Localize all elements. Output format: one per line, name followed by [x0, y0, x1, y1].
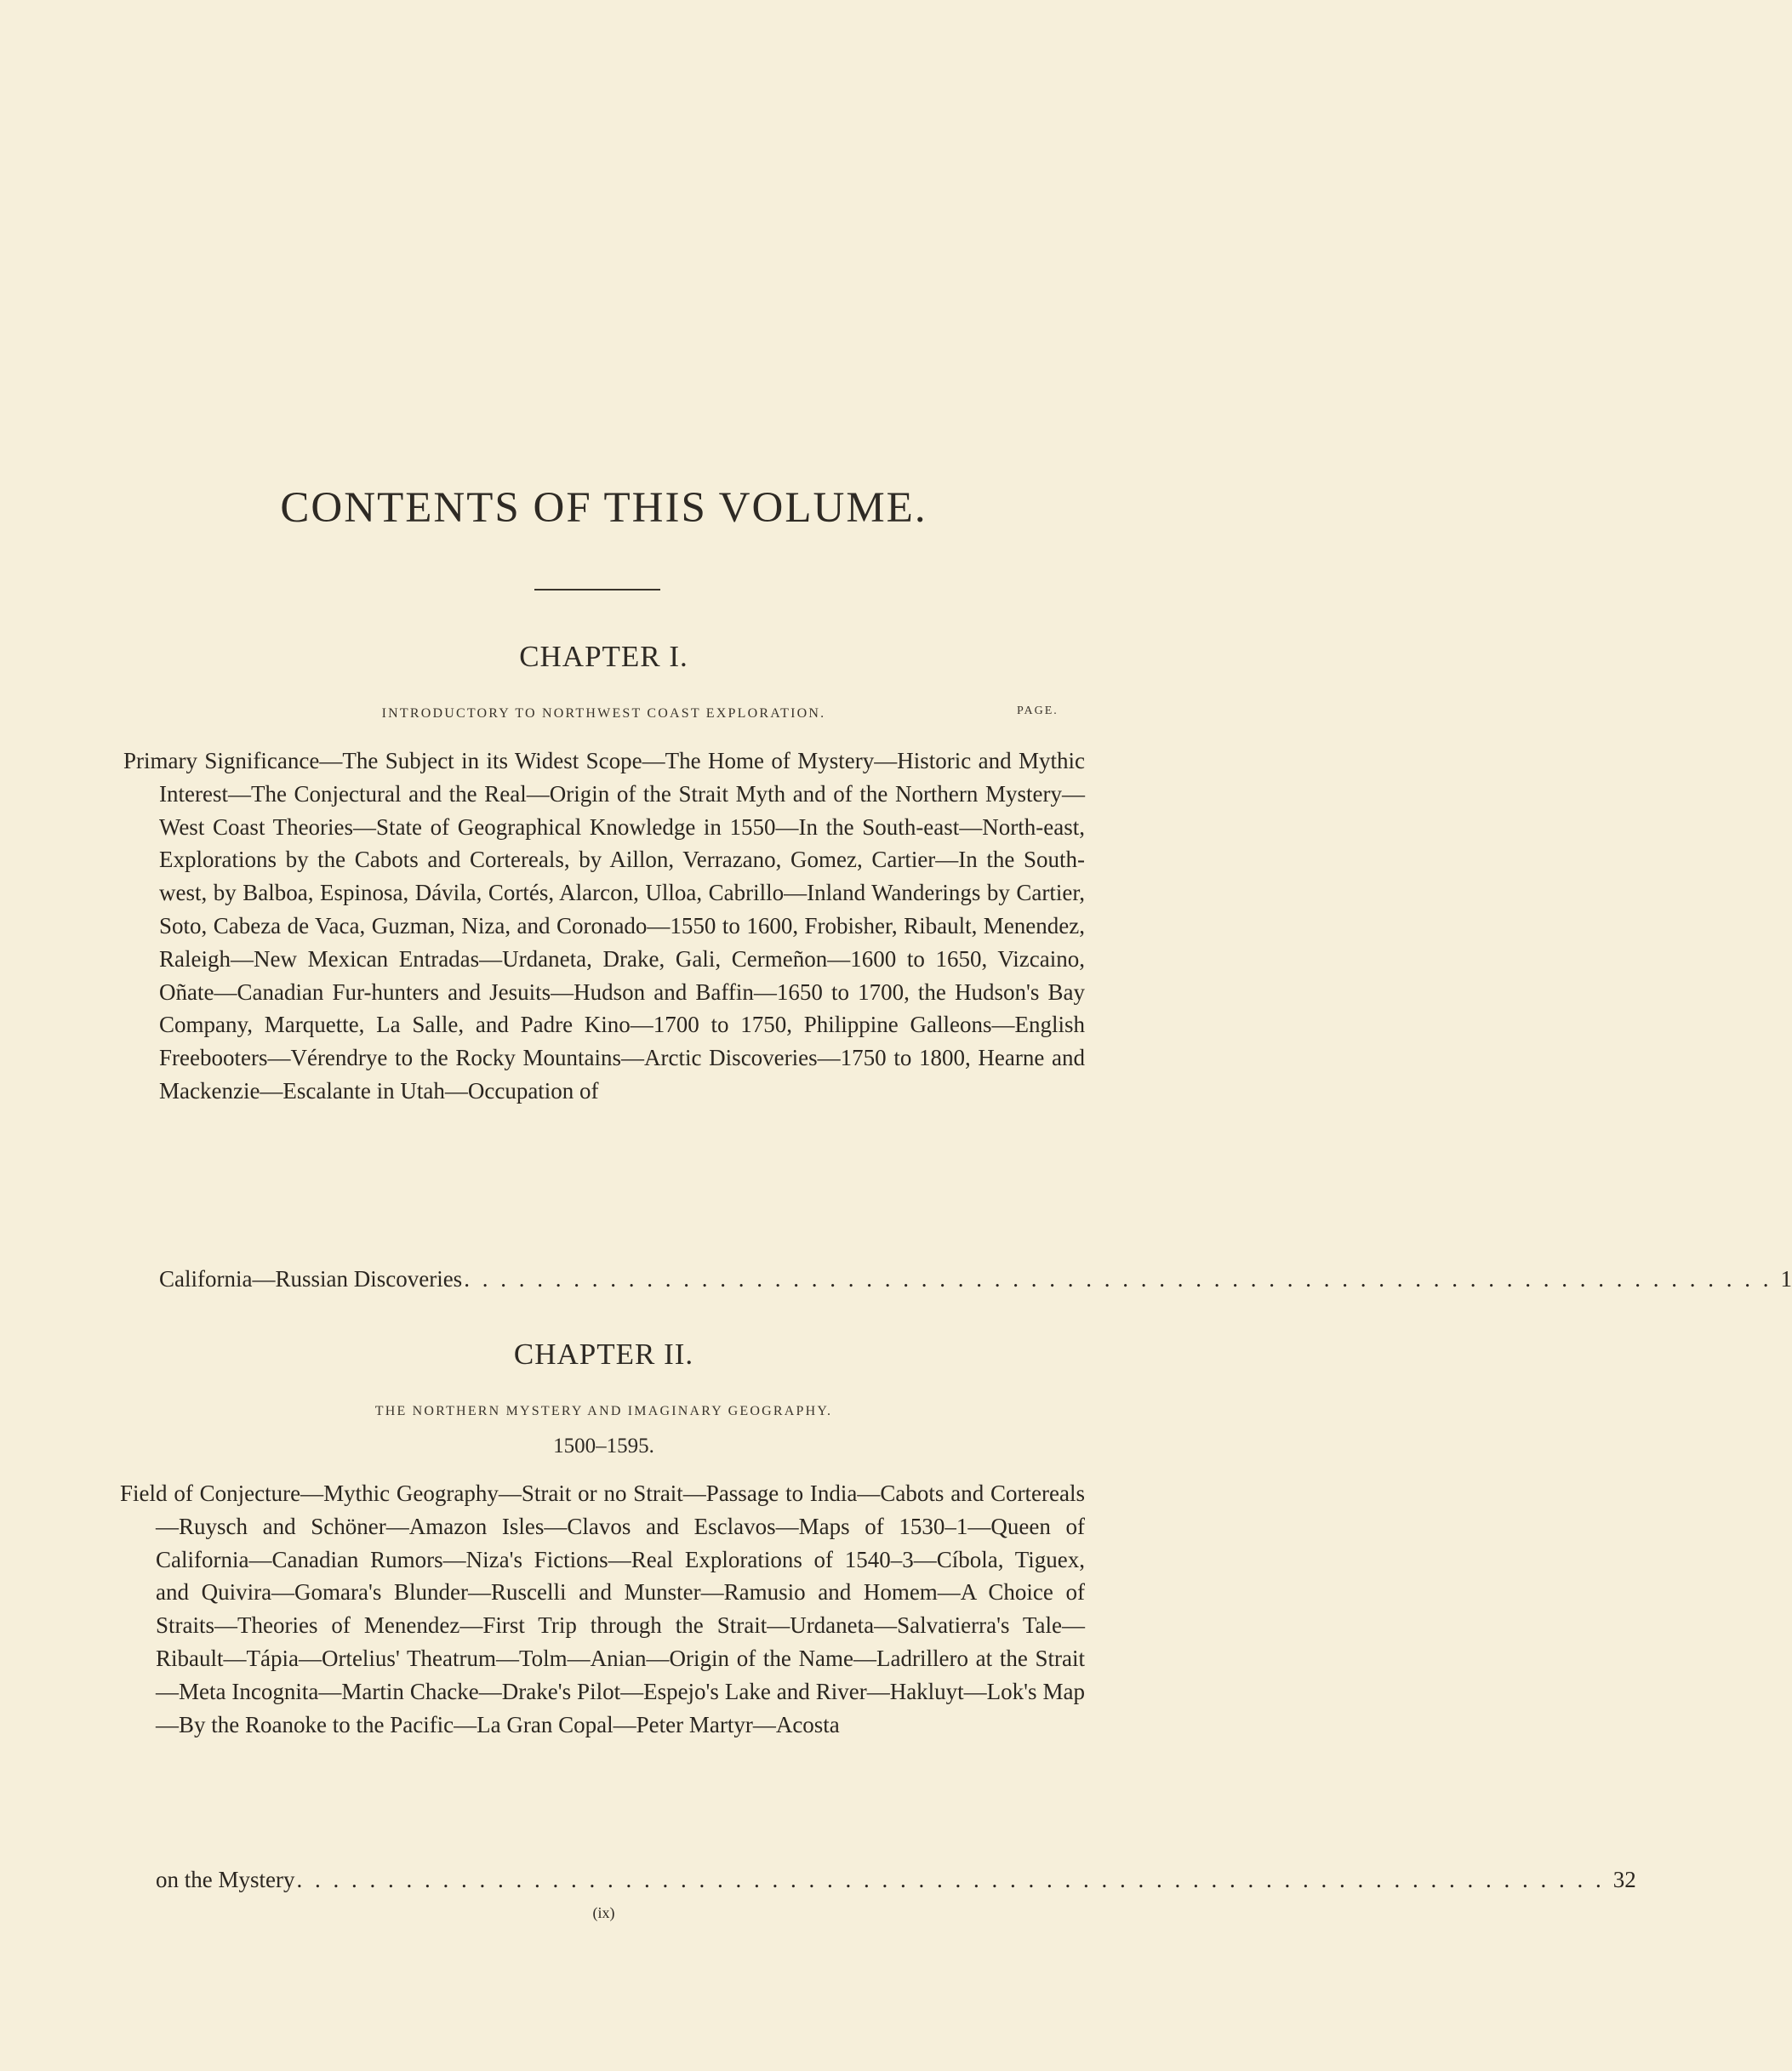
chapter-1-summary: Primary Significance—The Subject in its Widest Scope—The Home of Mystery—Historic and Mythic Interest—The Conjectural and the Real—Origin of the Strait Myth and of the Northern Mystery—West Coast Theories—State of Geographical Knowledge in 1550—In the South-east—North-east, Explorations by the Cabots and Cortereals, by Aillon, Verrazano, Gomez, Cartier—In the South-west, by Balboa, Espinosa, Dávila, Cortés, Alarcon, Ulloa, Cabrillo—Inland Wanderings by Cartier, Soto, Cabeza de Vaca, Guzman, Niza, and Coronado—1550 to 1600, Frobisher, Ribault, Menendez, Raleigh—New Mexican Entradas—Urdaneta, Drake, Gali, Cermeñon—1600 to 1650, Vizcaino, Oñate—Canadian Fur-hunters and Jesuits—Hudson and Baffin—1650 to 1700, the Hudson's Bay Company, Marquette, La Salle, and Padre Kino—1700 to 1750, Philippine Galleons—English Freebooters—Vérendrye to the Rocky Mountains—Arctic Discoveries—1750 to 1800, Hearne and Mackenzie—Escalante in Utah—Occupation of: [123, 748, 1085, 1104]
chapter-1-heading: CHAPTER I.: [519, 640, 688, 673]
chapter-2-entry-end: [156, 1867, 1636, 1893]
chapter-2-date-range: 1500–1595.: [553, 1435, 654, 1458]
chapter-1-page-number: 1: [1780, 1266, 1792, 1292]
leader-dots: . . . . . . . . . . . . . . . . . . . . . . . . . . . . . . . . . . . . . . . . . . . . . . . . . . . . . . . . . . . . . . . . . . . . . . . .: [464, 1266, 1772, 1292]
page-title: CONTENTS OF THIS VOLUME.: [280, 484, 927, 532]
chapter-2-summary: Field of Conjecture—Mythic Geography—Strait or no Strait—Passage to India—Cabots and Cortereals—Ruysch and Schöner—Amazon Isles—Clavos and Esclavos—Maps of 1530–1—Queen of California—Canadian Rumors—Niza's Fictions—Real Explorations of 1540–3—Cíbola, Tiguex, and Quivira—Gomara's Blunder—Ruscelli and Munster—Ramusio and Homem—A Choice of Straits—Theories of Menendez—First Trip through the Strait—Urdaneta—Salvatierra's Tale—Ribault—Tápia—Ortelius' Theatrum—Tolm—Anian—Origin of the Name—Ladrillero at the Strait—Meta Incognita—Martin Chacke—Drake's Pilot—Espejo's Lake and River—Hakluyt—Lok's Map—By the Roanoke to the Pacific—La Gran Copal—Peter Martyr—Acosta: [120, 1481, 1085, 1737]
page-column-label: PAGE.: [1017, 705, 1059, 717]
chapter-1-subtitle: INTRODUCTORY TO NORTHWEST COAST EXPLORATION.: [381, 706, 826, 721]
chapter-1-entry-end: [159, 1266, 1792, 1292]
chapter-2-page-number: 32: [1612, 1867, 1636, 1892]
chapter-1-summary-end: California—Russian Discoveries: [159, 1266, 463, 1292]
title-divider: [534, 589, 660, 590]
chapter-2-heading: CHAPTER II.: [513, 1338, 694, 1371]
chapter-2-subtitle: THE NORTHERN MYSTERY AND IMAGINARY GEOGRAPHY.: [374, 1404, 833, 1418]
chapter-2-summary-end: on the Mystery: [156, 1867, 295, 1892]
roman-page-number: (ix): [592, 1904, 615, 1921]
leader-dots: . . . . . . . . . . . . . . . . . . . . . . . . . . . . . . . . . . . . . . . . . . . . . . . . . . . . . . . . . . . . . . . . . . . . . . . .: [296, 1867, 1605, 1892]
